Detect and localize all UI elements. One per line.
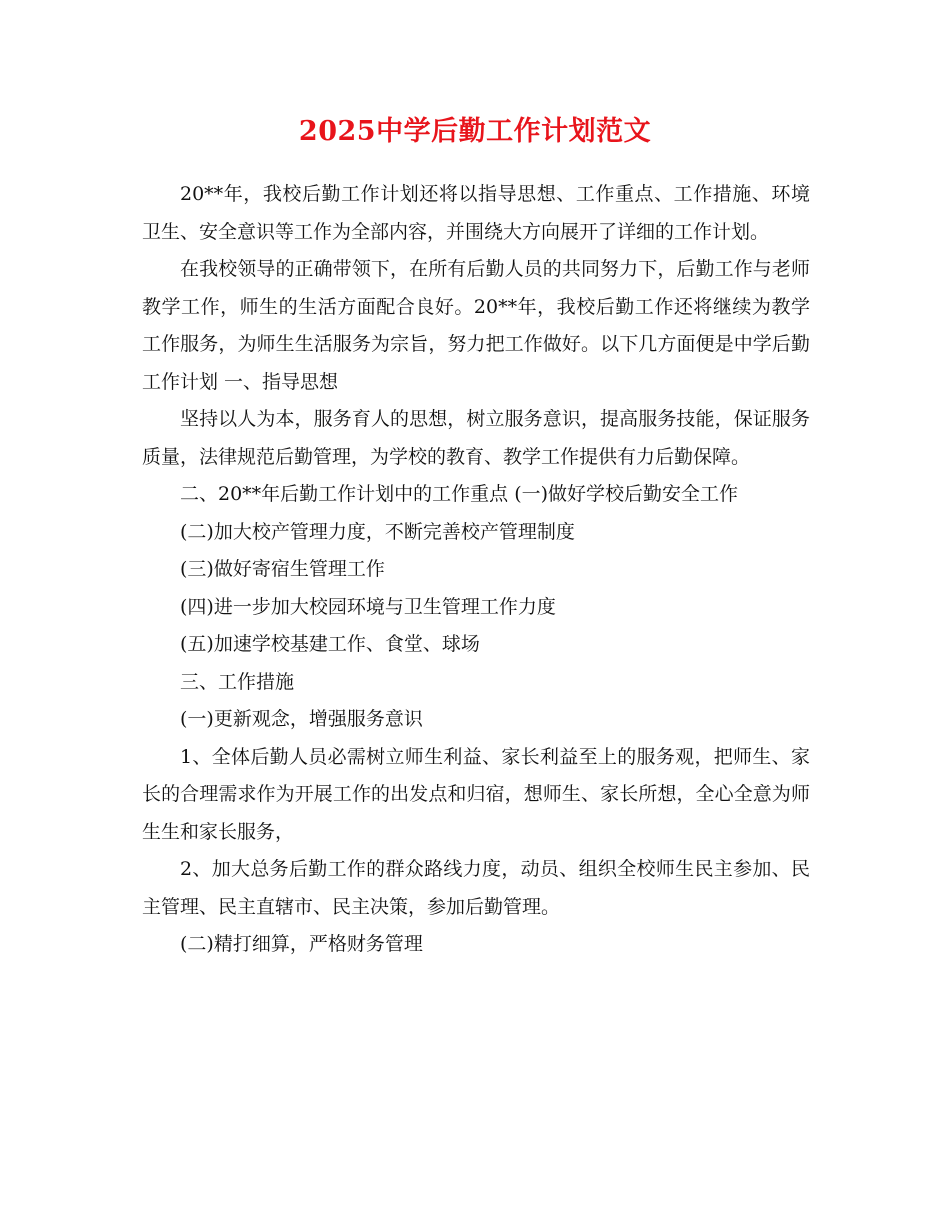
paragraph: (四)进一步加大校园环境与卫生管理工作力度 (180, 595, 556, 618)
document-body (142, 176, 810, 964)
paragraph: (三)做好寄宿生管理工作 (180, 558, 385, 580)
paragraph: 2、加大总务后勤工作的群众路线力度，动员、组织全校师生民主参加、民主管理、民主直辖市、民主决策，参加后勤管理。 (142, 858, 810, 918)
section-heading: 三、工作措施 (180, 670, 295, 693)
paragraph: (二)精打细算，严格财务管理 (180, 933, 423, 955)
paragraph: (五)加速学校基建工作、食堂、球场 (180, 633, 480, 655)
paragraph: 二、20**年后勤工作计划中的工作重点 (一)做好学校后勤安全工作 (180, 483, 739, 505)
paragraph: 20**年，我校后勤工作计划还将以指导思想、工作重点、工作措施、环境卫生、安全意识等工作为全部内容，并围绕大方向展开了详细的工作计划。 (142, 183, 810, 243)
page-title: 2025中学后勤工作计划范文 (298, 116, 652, 147)
paragraph: 1、全体后勤人员必需树立师生利益、家长利益至上的服务观，把师生、家长的合理需求作为开展工作的出发点和归宿，想师生、家长所想，全心全意为师生生和家长服务， (142, 745, 810, 843)
paragraph: 在我校领导的正确带领下，在所有后勤人员的共同努力下，后勤工作与老师教学工作，师生的生活方面配合良好。20**年，我校后勤工作还将继续为教学工作服务，为师生生活服务为宗旨，努力把工作做好。以下几方面便是中学后勤工作计划 一、指导思想 (142, 258, 810, 393)
paragraph: (一)更新观念，增强服务意识 (180, 708, 423, 730)
paragraph: (二)加大校产管理力度，不断完善校产管理制度 (180, 520, 575, 543)
paragraph: 坚持以人为本，服务育人的思想，树立服务意识，提高服务技能，保证服务质量，法律规范后勤管理，为学校的教育、教学工作提供有力后勤保障。 (142, 408, 810, 468)
